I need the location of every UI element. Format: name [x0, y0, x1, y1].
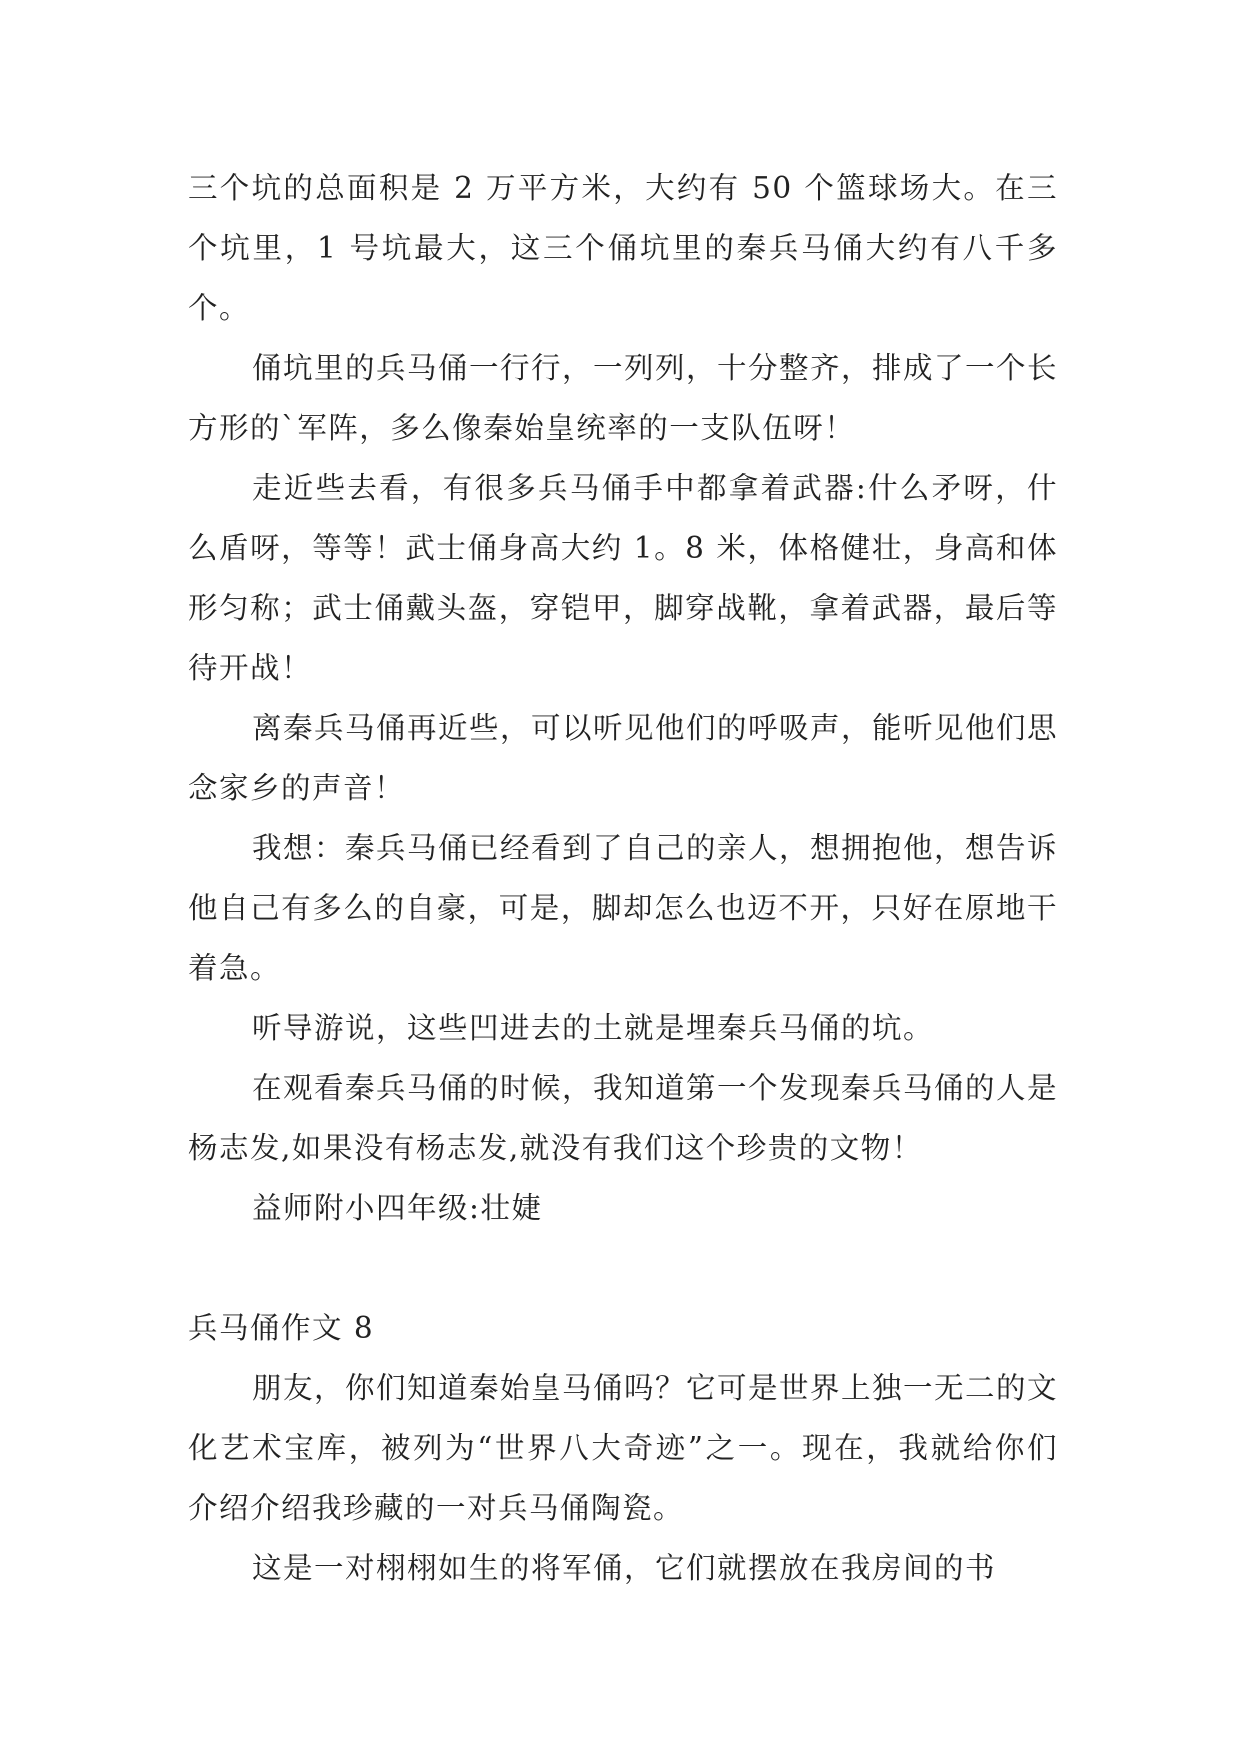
paragraph-breathing: 离秦兵马俑再近些，可以听见他们的呼吸声，能听见他们思念家乡的声音！ [188, 711, 1059, 805]
paragraph-discoverer: 在观看秦兵马俑的时候，我知道第一个发现秦兵马俑的人是杨志发,如果没有杨志发,就没有我们这个珍贵的文物！ [188, 1071, 1059, 1165]
section-title: 兵马俑作文 8 [188, 1311, 375, 1345]
paragraph-imagination: 我想：秦兵马俑已经看到了自己的亲人，想拥抱他，想告诉他自己有多么的自豪，可是，脚却怎么也迈不开，只好在原地干着急。 [188, 831, 1059, 985]
paragraph-pit-area: 三个坑的总面积是 2 万平方米，大约有 50 个篮球场大。在三个坑里，1 号坑最大，这三个俑坑里的秦兵马俑大约有八千多个。 [188, 171, 1058, 325]
paragraph-weapons: 走近些去看，有很多兵马俑手中都拿着武器:什么矛呀，什么盾呀，等等！武士俑身高大约 1。8 米，体格健壮，身高和体形匀称；武士俑戴头盔，穿铠甲，脚穿战靴，拿着武器，最后等待开战！ [188, 471, 1058, 685]
document-body [188, 158, 1058, 1598]
paragraph-formation: 俑坑里的兵马俑一行行，一列列，十分整齐，排成了一个长方形的`军阵，多么像秦始皇统率的一支队伍呀！ [188, 351, 1059, 445]
author-signature: 益师附小四年级:壮婕 [252, 1191, 543, 1225]
paragraph-intro: 朋友，你们知道秦始皇马俑吗？它可是世界上独一无二的文化艺术宝库，被列为“世界八大奇迹”之一。现在，我就给你们介绍介绍我珍藏的一对兵马俑陶瓷。 [188, 1371, 1059, 1525]
paragraph-general-figures: 这是一对栩栩如生的将军俑，它们就摆放在我房间的书 [252, 1551, 997, 1585]
paragraph-guide: 听导游说，这些凹进去的土就是埋秦兵马俑的坑。 [252, 1011, 935, 1045]
section-gap [188, 1238, 1058, 1298]
